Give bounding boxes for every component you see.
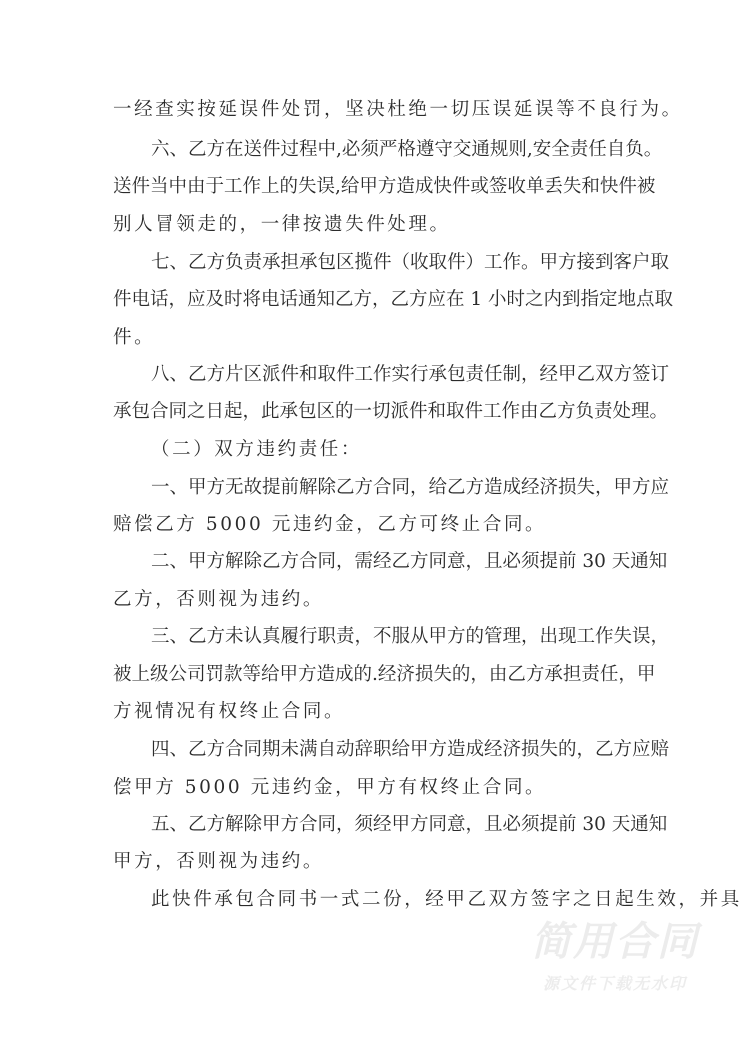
- document-line: 此快件承包合同书一式二份，经甲乙双方签字之日起生效，并具: [151, 889, 742, 910]
- document-line: 方视情况有权终止合同。: [113, 701, 346, 722]
- document-line: 六、乙方在送件过程中,必须严格遵守交通规则,安全责任自负。: [151, 139, 663, 160]
- document-line: 三、乙方未认真履行职责，不服从甲方的管理，出现工作失误，: [151, 626, 670, 647]
- document-line: 五、乙方解除甲方合同，须经甲方同意，且必须提前 30 天通知: [151, 814, 668, 835]
- document-line: 乙方，否则视为违约。: [113, 589, 325, 610]
- document-line: 被上级公司罚款等给甲方造成的.经济损失的，由乙方承担责任，甲: [113, 664, 656, 685]
- document-line: 七、乙方负责承担承包区揽件（收取件）工作。甲方接到客户取: [151, 252, 670, 273]
- document-line: 赔偿乙方 5000 元违约金，乙方可终止合同。: [113, 514, 547, 535]
- document-line: 甲方，否则视为违约。: [113, 851, 325, 872]
- document-line: 送件当中由于工作上的失误,给甲方造成快件或签收单丢失和快件被: [113, 176, 656, 197]
- watermark-logo-text: 简用合同: [531, 919, 699, 965]
- watermark-subtext: 源文件下载无水印: [542, 974, 687, 993]
- document-line: （二）双方违约责任：: [151, 439, 363, 460]
- document-line: 别人冒领走的，一律按遗失件处理。: [113, 214, 451, 235]
- document-line: 一经查实按延误件处罚，坚决杜绝一切压误延误等不良行为。: [113, 99, 683, 120]
- document-line: 件。: [113, 327, 156, 348]
- document-line: 偿甲方 5000 元违约金，甲方有权终止合同。: [113, 777, 547, 798]
- document-line: 二、甲方解除乙方合同，需经乙方同意，且必须提前 30 天通知: [151, 551, 668, 572]
- document-line: 四、乙方合同期未满自动辞职给甲方造成经济损失的，乙方应赔: [151, 739, 670, 760]
- document-line: 件电话，应及时将电话通知乙方，乙方应在 1 小时之内到指定地点取: [113, 289, 674, 310]
- document-line: 一、甲方无故提前解除乙方合同，给乙方造成经济损失，甲方应: [151, 477, 670, 498]
- document-line: 八、乙方片区派件和取件工作实行承包责任制，经甲乙双方签订: [151, 364, 670, 385]
- watermark: [515, 919, 715, 994]
- document-line: 承包合同之日起，此承包区的一切派件和取件工作由乙方负责处理。: [113, 401, 669, 422]
